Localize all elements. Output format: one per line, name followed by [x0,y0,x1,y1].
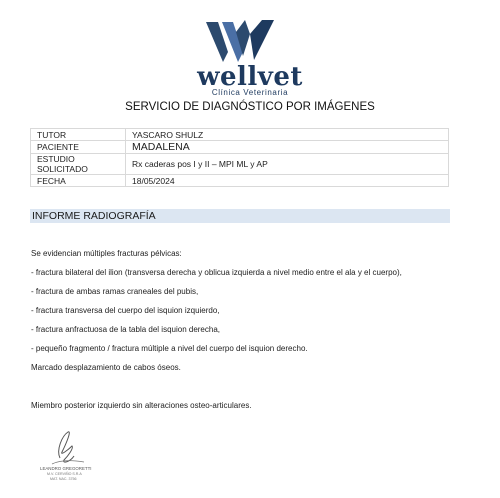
info-value: MADALENA [126,141,449,154]
brand-name-well: well [197,62,258,92]
info-row-fecha [31,175,449,187]
info-label: ESTUDIO SOLICITADO [31,154,126,175]
signature-scribble [59,432,74,462]
info-value: Rx caderas pos I y II – MPI ML y AP [126,154,449,175]
info-label: FECHA [31,175,126,187]
info-row-tutor [31,129,449,141]
report-displacement: Marcado desplazamiento de cabos óseos. [31,363,181,372]
signature-mat: MAT. NAC. 3756 [50,477,77,481]
brand-name [0,63,500,91]
report-item: - fractura anfractuosa de la tabla del isquion derecha, [31,325,221,334]
patient-info-table [30,128,449,187]
report-item: - pequeño fragmento / fractura múltiple a nivel del cuerpo del isquion derecho. [31,344,308,353]
signature-title: M.V. CERVIÑO S.R.A [47,472,82,476]
signature-stamp [38,426,98,486]
info-value: 18/05/2024 [126,175,449,187]
report-item: - fractura de ambas ramas craneales del pubis, [31,287,199,296]
report-limb: Miembro posterior izquierdo sin alteraciones osteo-articulares. [31,401,252,410]
info-row-paciente [31,141,449,154]
brand-tagline: Clínica Veterinaria [211,88,289,97]
info-label: TUTOR [31,129,126,141]
info-row-estudio [31,154,449,175]
report-intro: Se evidencian múltiples fracturas pélvicas: [31,249,182,258]
section-title: INFORME RADIOGRAFÍA [30,209,450,223]
info-label: PACIENTE [31,141,126,154]
wellvet-logo-icon [206,20,274,64]
report-item: - fractura bilateral del ilion (transversa derecha y oblicua izquierda a nivel medio entre el ala y el cuerpo), [31,268,402,277]
service-title: SERVICIO DE DIAGNÓSTICO POR IMÁGENES [125,101,375,113]
info-value: YASCARO SHULZ [126,129,449,141]
brand-name-vet: vet [257,62,303,92]
signature-name: LEANDRO GREGORETTI [40,466,92,471]
report-item: - fractura transversa del cuerpo del isquion izquierdo, [31,306,220,315]
